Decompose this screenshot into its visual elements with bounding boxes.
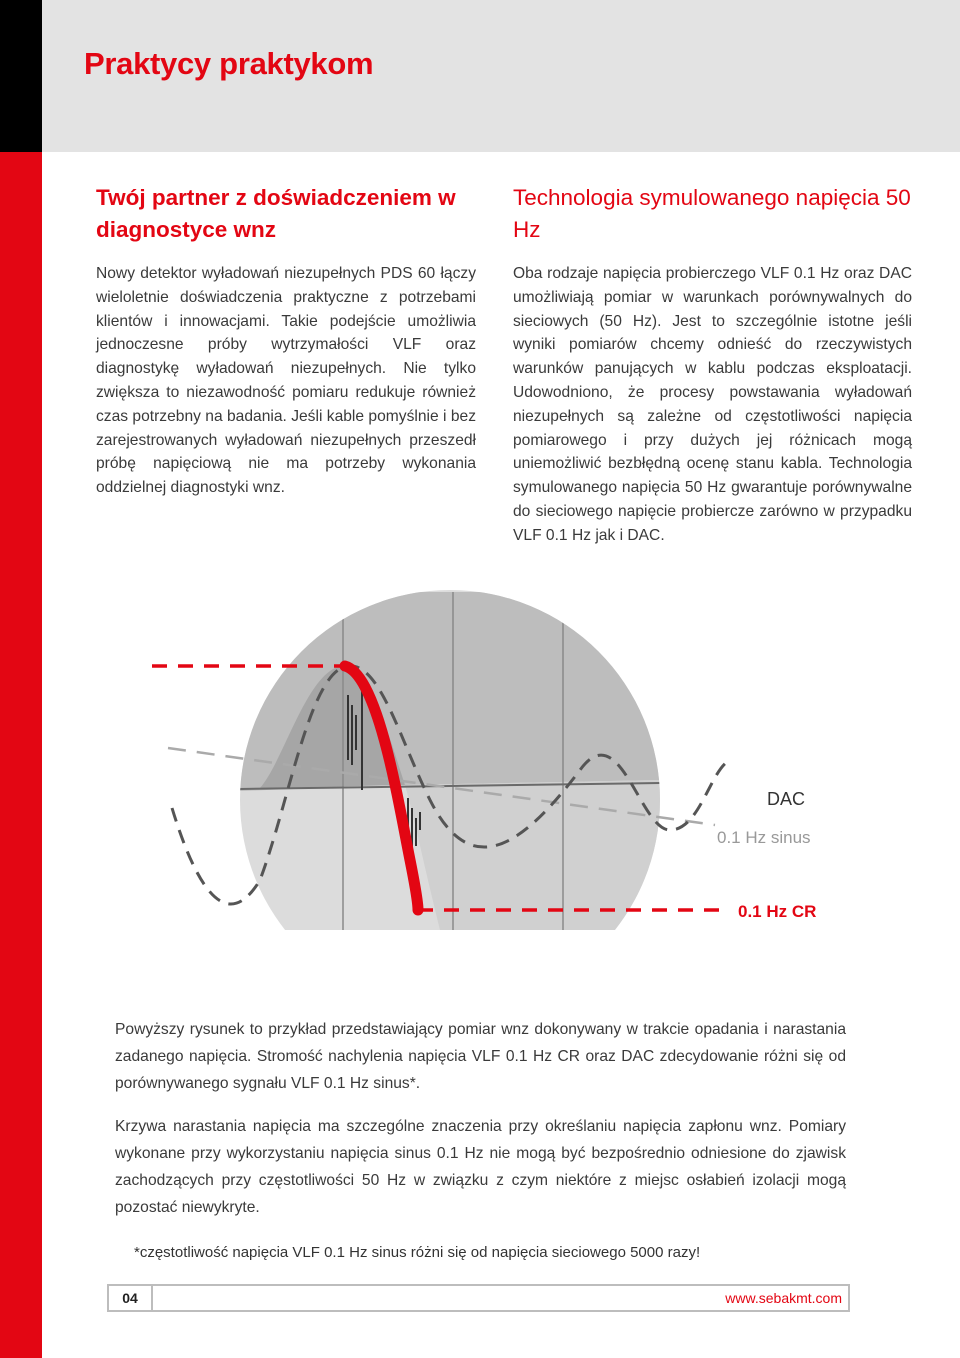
right-column-body: Oba rodzaje napięcia probierczego VLF 0.1 Hz oraz DAC umożliwiają pomiar w warunkach porównywalnych do sieciowych (50 Hz). Jest to szczególnie istotne jeśli wyniki pomiarów chcemy odnieść do rzeczywistych warunków panujących w kablu podczas eksploatacji. Udowodniono, że procesy powstawania wyładowań niezupełnych są zależne od częstotliwości napięcia pomiarowego i przy dużych jej różnicach mogą uniemożliwić bezbłędną ocenę stanu kabla. Technologia symulowanego napięcia 50 Hz gwarantuje porównywalne do sieciowego napięcie probiercze zarówno w przypadku VLF 0.1 Hz jak i DAC. [513, 265, 912, 544]
right-column-heading: Technologia symulowanego napięcia 50 Hz [513, 185, 911, 242]
footnote: *częstotliwość napięcia VLF 0.1 Hz sinus różni się od napięcia sieciowego 5000 razy! [134, 1244, 701, 1261]
sinus-label: 0.1 Hz sinus [717, 828, 811, 847]
cr-label: 0.1 Hz CR [738, 902, 817, 921]
description-paragraph-1: Powyższy rysunek to przykład przedstawiający pomiar wnz dokonywany w trakcie opadania i narastania zadanego napięcia. Stromość nachylenia napięcia VLF 0.1 Hz CR oraz DAC zdecydowanie różni się od porównywanego sygnału VLF 0.1 Hz sinus*. [115, 1021, 846, 1092]
website-link[interactable]: www.sebakmt.com [725, 1290, 842, 1306]
side-accent-strip [0, 152, 42, 1358]
page-title: Praktycy praktykom [84, 46, 374, 81]
footer-bar [107, 1284, 850, 1312]
voltage-waveform-diagram [140, 590, 840, 930]
lower-filled-area [405, 780, 660, 930]
left-column-heading: Twój partner z doświadczeniem w diagnostyce wnz [96, 185, 456, 242]
header-accent-strip [0, 0, 42, 152]
dac-label: DAC [767, 789, 806, 809]
description-paragraph-2: Krzywa narastania napięcia ma szczególne znaczenia przy określaniu napięcia zapłonu wnz. Pomiary wykonane przy wykorzystaniu napięcia sinus 0.1 Hz nie mogą być bezpośrednio odniesione do zjawisk zachodzących przy częstotliwości 50 Hz w związku z czym niektóre z miejsc osłabień izolacji mogą pozostać niewykryte. [115, 1118, 846, 1216]
left-column-body: Nowy detektor wyładowań niezupełnych PDS 60 łączy wieloletnie doświadczenia praktyczne z potrzebami klientów i innowacjami. Takie podejście umożliwia jednoczesne próby wytrzymałości VLF oraz diagnostykę wyładowań niezupełnych. Nie tylko zwiększa to niezawodność pomiaru redukuje również czas potrzebny na badania. Jeśli kable pomyślnie i bez zarejestrowanych wyładowań niezupełnych przeszedł próbę napięciową nie ma potrzeby wykonania oddzielnej diagnostyki wnz. [96, 265, 476, 497]
page-number: 04 [109, 1286, 153, 1310]
